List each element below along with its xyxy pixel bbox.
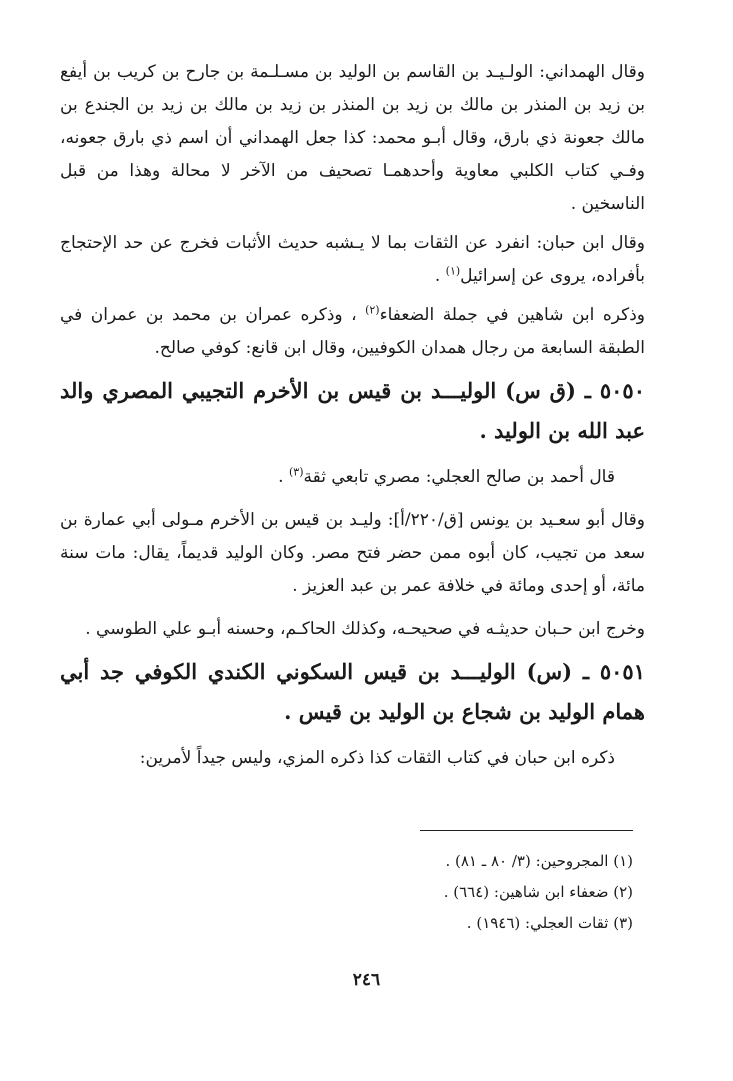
paragraph-ibn-hibban [60, 227, 645, 293]
footnote-ref-2: (٢) [365, 303, 380, 317]
paragraph-text: قال أحمد بن صالح العجلي: مصري تابعي ثقة [303, 467, 615, 487]
paragraph-text: ، وذكره عمران بن محمد بن عمران في الطبقة السابعة من رجال همدان الكوفيين، وقال ابن قانع: كوفي صالح. [60, 305, 645, 358]
paragraph-hamdani: وقال الهمداني: الولـيـد بن القاسم بن الوليد بن مسـلـمة بن جارح بن كريب بن أيفع بن زيد بن المنذر بن مالك بن زيد بن المنذر بن زيد بن مالك بن زيد بن الجندع بن مالك جعونة ذي بارق، وقال أبـو محمد: كذا جعل الهمداني أن اسم ذي بارق جعونه، وفـي كتاب الكلبي معاوية وأحدهمـا تصحيف من الآخر لا محالة وهذا من قبل الناسخين . [60, 62, 645, 214]
paragraph-ijli [60, 461, 645, 494]
entry-heading-5050: ٥٠٥٠ ـ (ق س) الوليـــد بن قيس بن الأخرم التجيبي المصري والد عبد الله بن الوليد . [60, 378, 645, 443]
entry-heading-5051: ٥٠٥١ ـ (س) الوليـــد بن قيس السكوني الكندي الكوفي جد أبي همام الوليد بن شجاع بن الوليد بن قيس . [60, 659, 645, 724]
paragraph-ibn-yunus: وقال أبو سعـيد بن يونس [ق/٢٢٠/أ]: وليـد بن قيس بن الأخرم مـولى أبي عمارة بن سعد من تجيب، كان أبوه ممن حضر فتح مصر. وكان الوليد قديماً، يقال: مات سنة مائة، أو إحدى ومائة في خلافة عمر بن عبد العزيز . [60, 510, 645, 596]
paragraph-end: . [278, 467, 289, 487]
footnote-ref-3: (٣) [288, 465, 304, 479]
paragraph-mizzi: ذكره ابن حبان في كتاب الثقات كذا ذكره المزي، وليس جيداً لأمرين: [139, 748, 615, 768]
paragraph-text: وذكره ابن شاهين في جملة الضعفاء [379, 305, 646, 325]
paragraph-ibn-shahin [60, 299, 645, 365]
paragraph-tusi: وخرج ابن حـبان حديثـه في صحيحـه، وكذلك الحاكـم، وحسنه أبـو علي الطوسي . [85, 619, 645, 639]
footnote-1: (١) المجروحين: (٣/ ٨٠ ـ ٨١) . [445, 852, 633, 870]
footnote-ref-1: (١) [445, 264, 461, 278]
footnotes [213, 846, 633, 939]
paragraph-end: . [434, 266, 446, 286]
page-number: ٢٤٦ [352, 970, 381, 990]
page-body [60, 56, 645, 781]
footnote-divider [420, 830, 633, 831]
paragraph-text: وقال ابن حبان: انفرد عن الثقات بما لا يـشبه حديث الأثبات فخرج عن حد الإحتجاج بأفراده، يروى عن إسرائيل [60, 233, 645, 286]
footnote-2: (٢) ضعفاء ابن شاهين: (٦٦٤) . [443, 883, 633, 901]
footnote-3: (٣) ثقات العجلي: (١٩٤٦) . [466, 914, 633, 932]
